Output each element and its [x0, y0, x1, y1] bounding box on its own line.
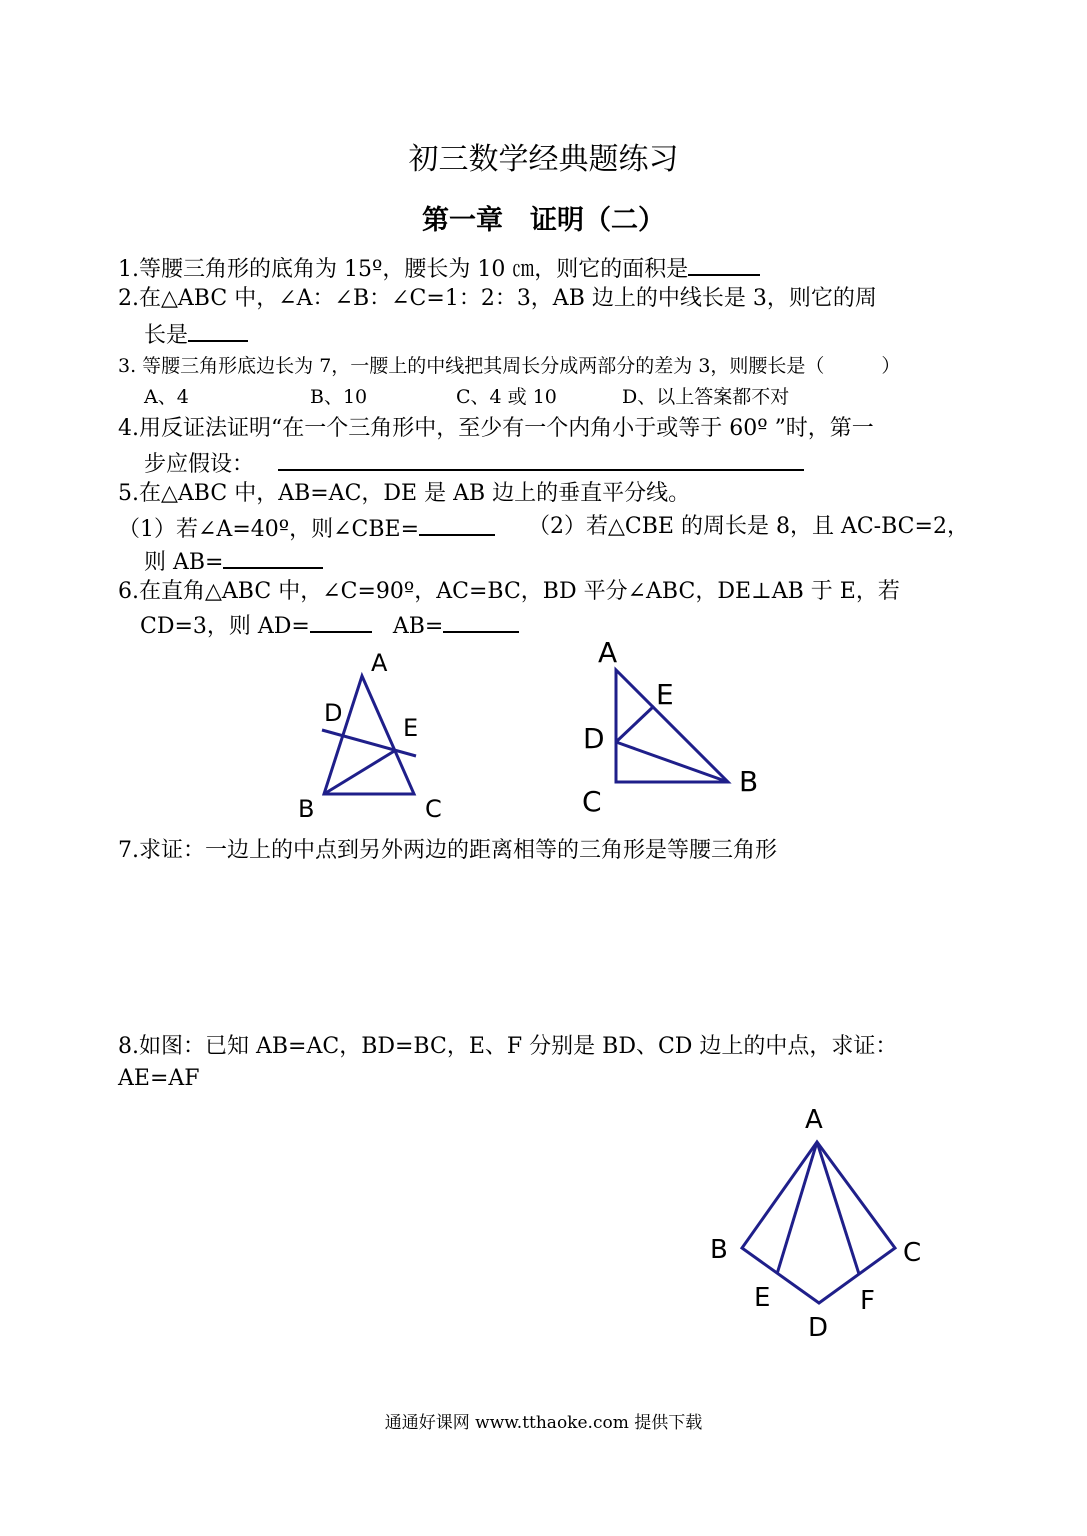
figure-3-segment-af: [817, 1142, 859, 1274]
question-6-ab-text: AB=: [392, 614, 444, 639]
figure-3-label-d: D: [808, 1313, 829, 1343]
question-3-option-d: D、以上答案都不对: [622, 386, 790, 408]
figure-1-label-a: A: [371, 649, 388, 677]
figure-3-quadrilateral-abdc: [742, 1142, 895, 1303]
question-5-part-2: （2）若△CBE 的周长是 8，且 AC-BC=2，: [528, 514, 969, 539]
figure-3-label-c: C: [903, 1238, 922, 1268]
figure-3-label-f: F: [860, 1286, 875, 1316]
figure-2-label-b: B: [739, 765, 759, 798]
figure-2-label-e: E: [656, 678, 674, 711]
figure-2-label-d: D: [583, 722, 605, 755]
page-footer: 通通好课网 www.tthaoke.com 提供下载: [384, 1413, 703, 1433]
question-3-option-c: C、4 或 10: [456, 386, 557, 408]
question-8-line-2: AE=AF: [118, 1066, 200, 1091]
question-3-stem: 3. 等腰三角形底边长为 7，一腰上的中线把其周长分成两部分的差为 3，则腰长是（ ）: [118, 355, 901, 377]
figure-3-label-b: B: [710, 1235, 728, 1265]
figure-3-segment-ae: [777, 1142, 817, 1274]
question-8-line-1: 8.如图：已知 AB=AC，BD=BC，E、F 分别是 BD、CD 边上的中点，求证：: [118, 1034, 898, 1059]
chapter-title: 第一章 证明（二）: [422, 205, 665, 236]
figure-1-label-d: D: [324, 699, 343, 727]
figure-1-label-b: B: [298, 795, 315, 823]
figure-2-label-a: A: [598, 636, 618, 669]
question-5-part-1-text: （1）若∠A=40º，则∠CBE=: [118, 517, 420, 542]
figure-1-label-c: C: [425, 795, 442, 823]
question-6-line-1: 6.在直角△ABC 中，∠C=90º，AC=BC，BD 平分∠ABC，DE⊥AB 于 E，若: [118, 579, 900, 604]
question-2-line-1: 2.在△ABC 中，∠A：∠B：∠C=1：2：3，AB 边上的中线长是 3，则它的周: [118, 286, 877, 311]
question-7: 7.求证：一边上的中点到另外两边的距离相等的三角形是等腰三角形: [118, 838, 777, 863]
figure-2-label-c: C: [582, 785, 602, 818]
figure-3-label-a: A: [805, 1105, 823, 1135]
question-4-text: 步应假设：: [144, 452, 255, 477]
figure-1-label-e: E: [403, 714, 419, 742]
question-6-ad-text: CD=3，则 AD=: [140, 614, 310, 639]
question-2-text: 长是: [144, 323, 189, 348]
page-title: 初三数学经典题练习: [408, 142, 679, 177]
question-3-option-b: B、10: [310, 386, 368, 408]
question-1-text: 1.等腰三角形的底角为 15º，腰长为 10 ㎝，则它的面积是: [118, 257, 689, 282]
question-5-line-3-text: 则 AB=: [144, 550, 224, 575]
question-4-line-1: 4.用反证法证明“在一个三角形中，至少有一个内角小于或等于 60º ”时，第一: [118, 416, 874, 441]
question-3-option-a: A、4: [144, 386, 189, 408]
figure-3-label-e: E: [754, 1283, 771, 1313]
question-5-line-1: 5.在△ABC 中，AB=AC，DE 是 AB 边上的垂直平分线。: [118, 481, 691, 506]
